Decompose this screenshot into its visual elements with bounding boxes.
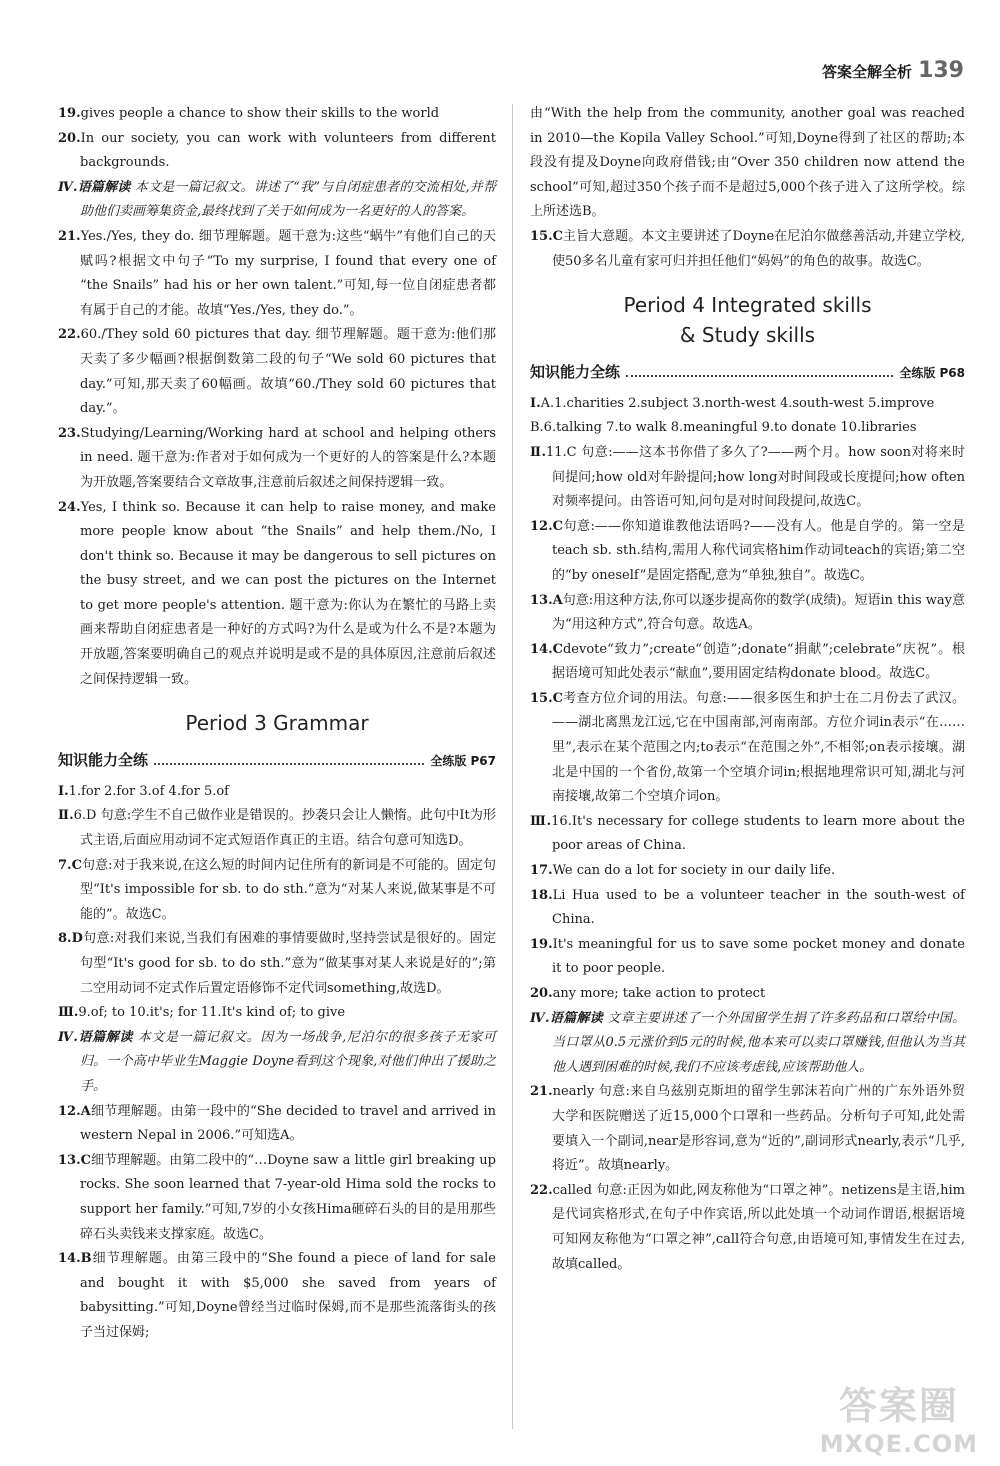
answer-text: 主旨大意题。本文主要讲述了Doyne在尼泊尔做慈善活动,并建立学校,使50多名儿童有家可归并担任他们“妈妈”的角色的故事。故选C。 [552, 228, 965, 269]
answer-number: 13.A [530, 592, 563, 608]
answer-item [530, 982, 965, 1007]
answer-text: 16.It's necessary for college students to learn more about the poor areas of China. [551, 813, 965, 854]
answer-number: 21. [530, 1084, 553, 1100]
answer-item [58, 1149, 496, 1247]
answer-text: We can do a lot for society in our daily life. [552, 863, 836, 879]
answer-text: 考查方位介词的用法。句意:——很多医生和护士在二月份去了武汉。——湖北离黑龙江远,它在中国南部,河南南部。方位介词in表示“在……里”,表示在某个范围之内;to表示“在范围之外”,不相邻;on表示接壤。湖北是中国的一个省份,故第一个空填介词in;根据地理常识可知,湖北与河南接壤,故第二个空填介词on。 [552, 690, 965, 805]
answer-number: 19. [530, 936, 553, 952]
answer-text: 句意:用这种方法,你可以逐步提高你的数学(成绩)。短语in this way意为“用这种方式”,符合句意。故选A。 [552, 592, 965, 633]
answer-item [530, 515, 965, 589]
answer-item [58, 780, 496, 805]
answer-number: 13.C [58, 1152, 91, 1168]
answer-item [58, 102, 496, 127]
answer-item [58, 127, 496, 176]
practice-label: 知识能力全练 [58, 751, 149, 770]
answer-number: 12.C [530, 518, 563, 534]
answer-number: 15.C [530, 690, 563, 706]
period4-title: Period 4 Integrated skills & Study skills [623, 293, 872, 348]
answer-item [530, 1007, 965, 1081]
answer-item [530, 1080, 965, 1178]
answer-number: 22. [530, 1182, 553, 1198]
answer-item [530, 102, 965, 225]
answer-number: 21. [58, 228, 81, 244]
answer-text: 句意:对我们来说,当我们有困难的事情要做时,坚持尝试是很好的。固定句型“It's good for sb. to do sth.”意为“做某事对某人来说是好的”;第二空用动词不定式作后置定语修饰不定代词something,故选D。 [80, 931, 496, 996]
passage-tag: 语篇解读 [77, 179, 131, 195]
answer-item [530, 638, 965, 687]
answer-text: B.6.talking 7.to walk 8.meaningful 9.to donate 10.libraries [530, 420, 917, 436]
answer-item [58, 1026, 496, 1100]
answer-text: gives people a chance to show their skills to the world [80, 106, 440, 121]
answer-number: Ⅱ. [58, 808, 74, 824]
answer-text: 11.C 句意:——这本书你借了多久了?——两个月。how soon对将来时间提问;how old对年龄提问;how long对时间段或长度提问;how often对频率提问。由答语可知,问句是对时间段提问,故选C。 [546, 444, 965, 510]
answer-text: Li Hua used to be a volunteer teacher in the south-west of China. [552, 887, 965, 928]
passage-tag: 语篇解读 [549, 1010, 603, 1026]
period4-answer-list [530, 392, 965, 1277]
left-answer-list [58, 102, 496, 692]
answer-number: Ⅳ. [530, 1010, 550, 1026]
passage-tag: 语篇解读 [77, 1029, 134, 1045]
answer-text: 细节理解题。由第一段中的“She decided to travel and arrived in western Nepal in 2006.”可知选A。 [80, 1103, 496, 1144]
answer-number: 19. [58, 106, 81, 121]
answer-item [58, 1247, 496, 1345]
left-column [58, 102, 496, 1346]
answer-text: Yes./Yes, they do. 细节理解题。题干意为:这些“蜗牛”有他们自己的天赋吗?根据文中句子“To my surprise, I found that every one of “the Snails” had his or her own talent.”可知,每一位自闭症患者都有属于自己的才能。故填“Yes./Yes, they do.”。 [80, 228, 496, 318]
answer-text: any more; take action to protect [552, 986, 766, 1001]
answer-item [530, 225, 965, 274]
answer-item [58, 804, 496, 853]
answer-number: 20. [530, 986, 553, 1001]
answer-text: Studying/Learning/Working hard at school and helping others in need. 题干意为:作者对于如何成为一个更好的人的答案是什么?本题为开放题,答案要结合文章故事,注意前后叙述之间保持逻辑一致。 [80, 425, 496, 490]
watermark-text: 答案圈 [838, 1384, 959, 1428]
answer-item [58, 496, 496, 693]
answer-text: called 句意:正因为如此,网友称他为“口罩之神”。netizens是主语,him是代词宾格形式,在句子中作宾语,所以此处填一个动词作谓语,根据语境可知网友称他为“口罩之神”,call符合句意,由语境可知,事情发生在过去,故填called。 [552, 1182, 965, 1272]
answer-text: nearly 句意:来自乌兹别克斯坦的留学生郭沫若向广州的广东外语外贸大学和医院赠送了近15,000个口罩和一些药品。分析句子可知,此处需要填入一个副词,near是形容词,意为“近的”,副词形式nearly,表示“几乎,将近”。故填nearly。 [552, 1084, 965, 1174]
answer-item [58, 1001, 496, 1026]
answer-number: 14.B [58, 1251, 92, 1267]
answer-number: 18. [530, 887, 553, 903]
answer-item [530, 589, 965, 638]
answer-text: 6.D 句意:学生不自己做作业是错误的。抄袭只会让人懒惰。此句中It为形式主语,后面应用动词不定式短语作真正的主语。结合句意可知选D。 [73, 808, 497, 849]
answer-item [58, 1100, 496, 1149]
answer-number: Ⅳ. [58, 1029, 78, 1045]
right-answer-list [530, 102, 965, 274]
page-header [822, 60, 964, 82]
answer-item [58, 176, 496, 225]
answer-text: 1.for 2.for 3.of 4.for 5.of [68, 783, 229, 799]
answer-number: 24. [58, 499, 81, 515]
answer-number: Ⅲ. [530, 813, 552, 829]
answer-number: Ⅰ. [530, 395, 541, 411]
answer-number: Ⅲ. [58, 1005, 79, 1021]
dotted-leader [154, 763, 424, 765]
page-number: 139 [918, 58, 964, 83]
answer-text: 9.of; to 10.it's; for 11.It's kind of; to give [78, 1005, 346, 1021]
answer-text: 本文是一篇记叙文。讲述了“我”与自闭症患者的交流相处,并帮助他们卖画筹集资金,最终找到了关于如何成为一名更好的人的答案。 [80, 179, 496, 220]
watermark-logo [820, 1375, 978, 1458]
dotted-leader [626, 375, 893, 377]
answer-text: Yes, I think so. Because it can help to raise money, and make more people know about “the Snails” and help them./No, I don't think so. Because it may be dangerous to sell pictures on the busy street, and we can post the pictures on the Internet to get more people's attention. 题干意为:你认为在繁忙的马路上卖画来帮助自闭症患者是一种好的方式吗?为什么是或为什么不是?本题为开放题,答案要明确自己的观点并说明是或不是的具体原因,注意前后叙述之间保持逻辑一致。 [80, 499, 496, 687]
answer-item [530, 1179, 965, 1277]
answer-text: 句意:对于我来说,在这么短的时间内记住所有的新词是不可能的。固定句型“It's impossible for sb. to do sth.”意为“对某人来说,做某事是不可能的”。故选C。 [80, 857, 496, 922]
right-column [530, 102, 965, 1277]
answer-text: 60./They sold 60 pictures that day. 细节理解题。题干意为:他们那天卖了多少幅画?根据倒数第二段的句子“We sold 60 pictures that day.”可知,那天卖了60幅画。故填“60./They sold 60 pictures that day.”。 [80, 327, 496, 417]
answer-number: 17. [530, 863, 553, 879]
answer-item [530, 441, 965, 515]
period3-answer-list [58, 780, 496, 1346]
answer-number: Ⅰ. [58, 783, 69, 799]
answer-number: Ⅱ. [530, 444, 546, 460]
answer-item [58, 927, 496, 1001]
practice-ref: 全练版 P67 [430, 754, 496, 769]
period4-practice-bar [530, 360, 965, 386]
practice-label: 知识能力全练 [530, 363, 621, 382]
practice-ref: 全练版 P68 [899, 366, 965, 381]
header-title: 答案全解全析 [822, 63, 913, 81]
answer-number: 8.D [58, 931, 83, 947]
answer-item [530, 884, 965, 933]
answer-item [530, 416, 965, 441]
answer-text: It's meaningful for us to save some pocket money and donate it to poor people. [552, 936, 965, 977]
answer-item [530, 687, 965, 810]
answer-text: In our society, you can work with volunteers from different backgrounds. [80, 130, 496, 171]
column-divider [512, 104, 513, 1429]
answer-item [530, 933, 965, 982]
answer-text: devote“致力”;create“创造”;donate“捐献”;celebrate“庆祝”。根据语境可知此处表示“献血”,要用固定结构donate blood。故选C。 [552, 641, 965, 682]
answer-number: 23. [58, 425, 81, 441]
answer-text: 本文是一篇记叙文。因为一场战争,尼泊尔的很多孩子无家可归。一个高中毕业生Maggie Doyne看到这个现象,对他们伸出了援助之手。 [80, 1029, 497, 1094]
answer-text: 细节理解题。由第二段中的“…Doyne saw a little girl breaking up rocks. She soon learned that 7-year-old Hima sold the rocks to support her family.”可知,7岁的小女孩Hima砸碎石头的目的是用那些碎石头卖钱来支撑家庭。故选C。 [80, 1152, 496, 1242]
answer-number: 14.C [530, 641, 563, 657]
answer-item [58, 225, 496, 323]
answer-number: Ⅳ. [58, 179, 78, 195]
watermark-url: MXQE.COM [819, 1430, 978, 1458]
answer-number: 12.A [58, 1103, 91, 1119]
answer-item [530, 859, 965, 884]
period3-title: Period 3 Grammar [185, 711, 369, 736]
answer-text: A.1.charities 2.subject 3.north-west 4.south-west 5.improve [540, 395, 935, 411]
answer-text: 细节理解题。由第三段中的“She found a piece of land for sale and bought it with $5,000 she saved from years of babysitting.”可知,Doyne曾经当过临时保姆,而不是那些流落街头的孩子当过保姆; [80, 1251, 496, 1340]
period3-practice-bar [58, 748, 496, 774]
answer-item [58, 854, 496, 928]
answer-item [530, 392, 965, 417]
answer-item [58, 422, 496, 496]
answer-text: 句意:——你知道谁教他法语吗?——没有人。他是自学的。第一空是teach sb. sth.结构,需用人称代词宾格him作动词teach的宾语;第二空的“by oneself”是固定搭配,意为“单独,独自”。故选C。 [552, 518, 965, 583]
answer-text: 文章主要讲述了一个外国留学生捐了许多药品和口罩给中国。当口罩从0.5元涨价到5元的时候,他本来可以卖口罩赚钱,但他认为当其他人遇到困难的时候,我们不应该考虑钱,应该帮助他人。 [552, 1010, 965, 1075]
answer-number: 20. [58, 130, 81, 146]
answer-number: 22. [58, 327, 81, 343]
answer-number: 15.C [530, 228, 563, 244]
answer-item [58, 323, 496, 421]
answer-item [530, 810, 965, 859]
answer-text: 由“With the help from the community, another goal was reached in 2010—the Kopila Valley School.”可知,Doyne得到了社区的帮助;本段没有提及Doyne向政府借钱;由“Over 350 children now attend the school”可知,超过350个孩子而不是超过5,000个孩子进入了这所学校。综上所述选B。 [530, 106, 965, 220]
answer-number: 7.C [58, 857, 82, 873]
